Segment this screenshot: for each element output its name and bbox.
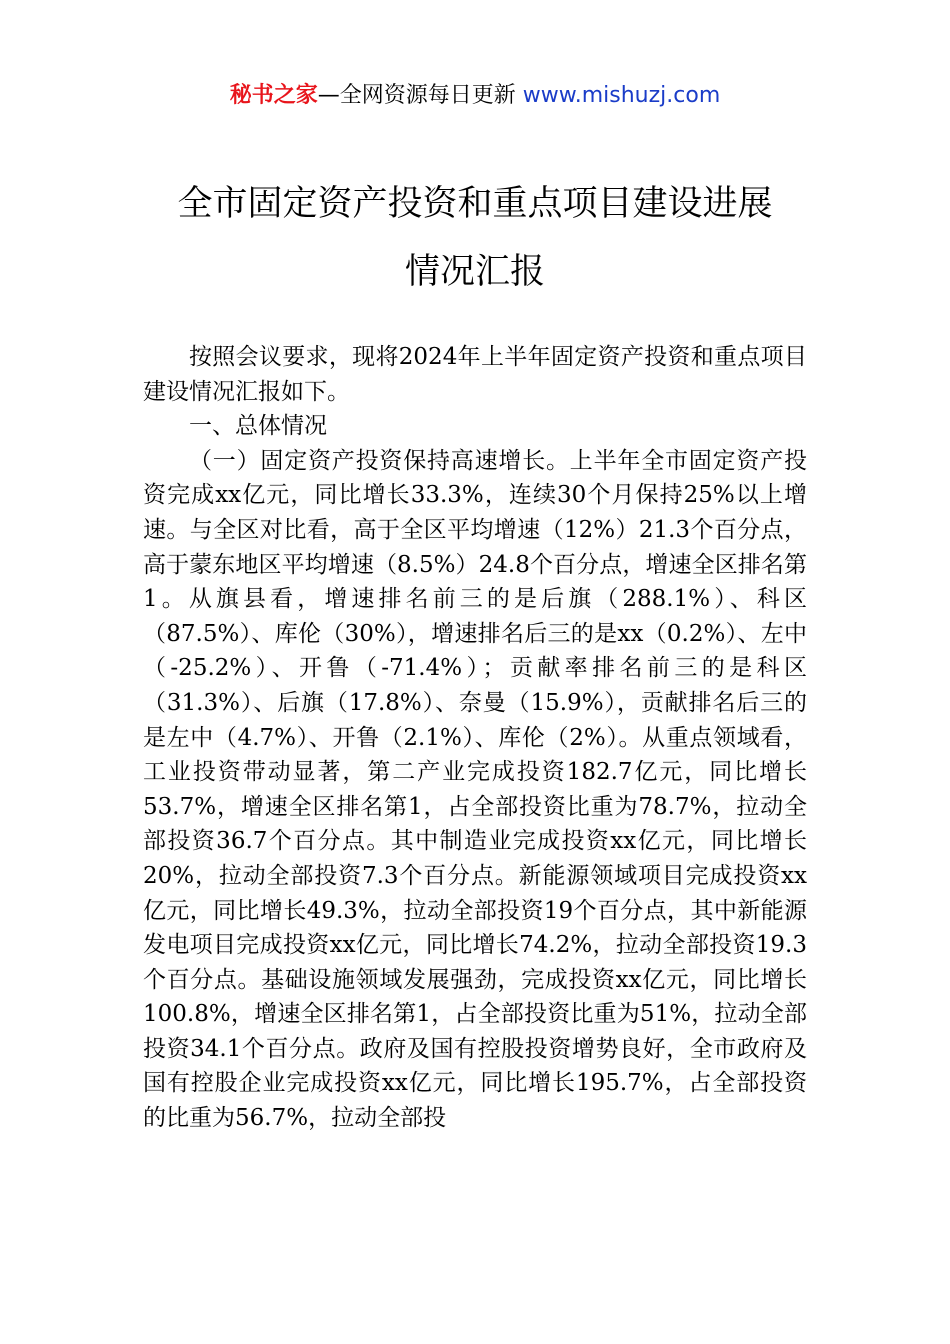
document-title-line-1: 全市固定资产投资和重点项目建设进展 [177,184,773,224]
site-tagline: —全网资源每日更新 [317,83,523,108]
document-title-line-2: 情况汇报 [404,252,545,292]
site-brand: 秘书之家 [229,83,318,108]
body-paragraph: （一）固定资产投资保持高速增长。上半年全市固定资产投资完成xx亿元，同比增长33.3%，连续30个月保持25%以上增速。与全区对比看，高于全区平均增速（12%）21.3个百分点，高于蒙东地区平均增速（8.5%）24.8个百分点，增速全区排名第1。从旗县看，增速排名前三的是后旗（288.1%）、科区（87.5%）、库伦（30%），增速排名后三的是xx（0.2%）、左中（-25.2%）、开鲁（-71.4%）；贡献率排名前三的是科区（31.3%）、后旗（17.8%）、奈曼（15.9%），贡献排名后三的是左中（4.7%）、开鲁（2.1%）、库伦（2%）。从重点领域看，工业投资带动显著，第二产业完成投资182.7亿元，同比增长53.7%，增速全区排名第1，占全部投资比重为78.7%，拉动全部投资36.7个百分点。其中制造业完成投资xx亿元，同比增长20%，拉动全部投资7.3个百分点。新能源领域项目完成投资xx亿元，同比增长49.3%，拉动全部投资19个百分点，其中新能源发电项目完成投资xx亿元，同比增长74.2%，拉动全部投资19.3个百分点。基础设施领域发展强劲，完成投资xx亿元，同比增长100.8%，增速全区排名第1，占全部投资比重为51%，拉动全部投资34.1个百分点。政府及国有控股投资增势良好，全市政府及国有控股企业完成投资xx亿元，同比增长195.7%，占全部投资的比重为56.7%，拉动全部投 [143,447,807,1132]
intro-paragraph: 按照会议要求，现将2024年上半年固定资产投资和重点项目建设情况汇报如下。 [143,344,807,405]
section-heading: 一、总体情况 [189,413,327,440]
site-url-link[interactable]: www.mishuzj.com [522,83,721,108]
site-header [0,80,950,112]
document-body [143,340,807,1136]
